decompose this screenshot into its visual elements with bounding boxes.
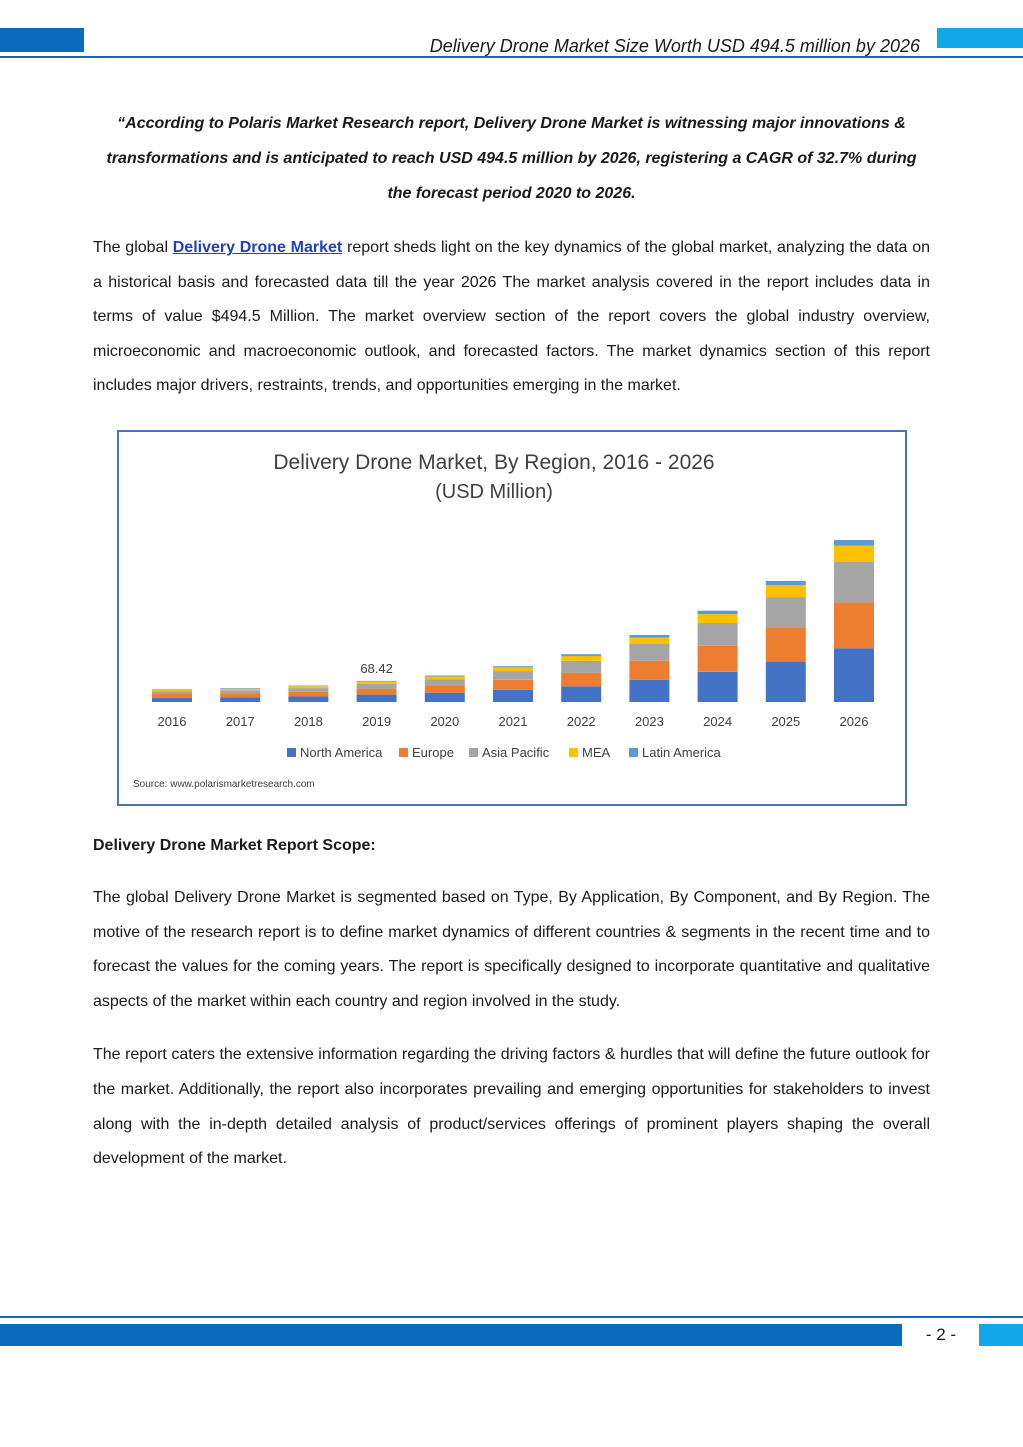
bar-segment-2026-0 (834, 648, 874, 702)
bar-segment-2023-1 (629, 661, 669, 680)
legend-swatch (399, 748, 408, 757)
bar-segment-2025-2 (766, 597, 806, 627)
legend-swatch (629, 748, 638, 757)
intro-prefix: The global (93, 239, 173, 256)
legend-swatch (469, 748, 478, 757)
chart-bars (152, 540, 874, 702)
bar-segment-2021-0 (493, 690, 533, 702)
intro-paragraph (93, 231, 930, 404)
header-rule (0, 56, 1023, 58)
bar-segment-2024-4 (698, 611, 738, 614)
bar-segment-2016-1 (152, 694, 192, 698)
delivery-drone-market-link[interactable]: Delivery Drone Market (172, 239, 343, 256)
x-tick-label: 2025 (771, 714, 801, 729)
bar-segment-2026-3 (834, 546, 874, 562)
bar-segment-2017-1 (220, 693, 260, 697)
chart-legend (287, 745, 722, 760)
bar-segment-2022-0 (561, 686, 601, 702)
bar-segment-2026-1 (834, 603, 874, 649)
bar-segment-2016-3 (152, 690, 192, 691)
bar-segment-2020-0 (425, 693, 465, 702)
x-tick-label: 2022 (566, 714, 596, 729)
header-accent-right (937, 28, 1023, 48)
bar-segment-2024-3 (698, 614, 738, 623)
x-tick-label: 2026 (839, 714, 869, 729)
bar-segment-2025-3 (766, 585, 806, 597)
chart-x-labels (158, 714, 869, 729)
bar-segment-2019-2 (357, 684, 397, 689)
scope-paragraph-1: The global Delivery Drone Market is segmented based on Type, By Application, By Component, and By Region. The motive of the research report is to define market dynamics of different countries & segments in the recent time and to forecast the values for the coming years. The report is specifically designed to incorporate quantitative and qualitative aspects of the market within each country and region involved in the study. (93, 889, 930, 1010)
chart-source: Source: www.polarismarketresearch.com (133, 779, 315, 790)
footer-rule (0, 1316, 1023, 1318)
document-body (93, 106, 930, 423)
legend-swatch (569, 748, 578, 757)
bar-segment-2019-3 (357, 682, 397, 684)
bar-segment-2021-4 (493, 666, 533, 667)
bar-segment-2020-3 (425, 676, 465, 679)
bar-segment-2023-3 (629, 638, 669, 645)
header-accent-left (0, 28, 84, 52)
x-tick-label: 2024 (703, 714, 733, 729)
bar-segment-2017-2 (220, 690, 260, 693)
page-number: - 2 - (925, 1325, 957, 1344)
bar-segment-2019-0 (357, 695, 397, 702)
bar-segment-2017-3 (220, 689, 260, 691)
bar-segment-2018-1 (288, 692, 328, 697)
bar-segment-2026-2 (834, 562, 874, 603)
bar-segment-2022-4 (561, 654, 601, 656)
x-tick-label: 2016 (157, 714, 187, 729)
bar-segment-2018-4 (288, 686, 328, 687)
x-tick-label: 2021 (498, 714, 528, 729)
x-tick-label: 2020 (430, 714, 460, 729)
legend-label: MEA (582, 745, 611, 760)
bar-segment-2018-3 (288, 686, 328, 688)
scope-heading: Delivery Drone Market Report Scope: (93, 837, 376, 854)
lead-quote: “According to Polaris Market Research report, Delivery Drone Market is witnessing major innovations & transformations and is anticipated to reach USD 494.5 million by 2026, registering a CAGR of 32.7% during the forecast period 2020 to 2026. (106, 115, 917, 202)
chart-subtitle: (USD Million) (435, 481, 553, 503)
intro-rest: report sheds light on the key dynamics of the global market, analyzing the data on a historical basis and forecasted data till the year 2026 The market analysis covered in the report includes data in terms of value $494.5 Million. The market overview section of the report covers the global industry overview, microeconomic and macroeconomic outlook, and forecasted factors. The market dynamics section of this report includes major drivers, restraints, trends, and opportunities emerging in the market. (93, 239, 930, 395)
bar-segment-2018-2 (288, 688, 328, 692)
legend-label: Latin America (642, 745, 721, 760)
bar-segment-2024-1 (698, 646, 738, 672)
bar-segment-2017-0 (220, 697, 260, 702)
x-tick-label: 2023 (634, 714, 664, 729)
bar-segment-2017-4 (220, 688, 260, 689)
chart-annotations (360, 661, 393, 676)
bar-segment-2022-3 (561, 656, 601, 661)
bar-segment-2023-2 (629, 644, 669, 661)
legend-label: Europe (412, 745, 454, 760)
bar-segment-2023-4 (629, 635, 669, 638)
legend-swatch (287, 748, 296, 757)
footer-accent-left (0, 1324, 902, 1346)
bar-segment-2021-1 (493, 680, 533, 690)
scope-section (93, 834, 930, 1196)
bar-segment-2025-0 (766, 662, 806, 702)
x-tick-label: 2019 (362, 714, 392, 729)
bar-segment-2019-4 (357, 681, 397, 682)
bar-segment-2026-4 (834, 540, 874, 546)
bar-segment-2021-2 (493, 671, 533, 680)
bar-segment-2024-0 (698, 672, 738, 702)
x-tick-label: 2018 (293, 714, 323, 729)
bar-segment-2022-1 (561, 673, 601, 687)
bar-segment-2022-2 (561, 661, 601, 673)
legend-label: Asia Pacific (482, 745, 550, 760)
bar-segment-2016-2 (152, 691, 192, 694)
bar-segment-2021-3 (493, 667, 533, 671)
footer-accent-right (979, 1324, 1023, 1346)
bar-segment-2023-0 (629, 680, 669, 702)
data-label: 68.42 (360, 660, 393, 676)
bar-segment-2019-1 (357, 689, 397, 695)
bar-segment-2020-1 (425, 685, 465, 692)
bar-segment-2020-2 (425, 679, 465, 685)
chart-title: Delivery Drone Market, By Region, 2016 - 2026 (273, 451, 715, 474)
bar-segment-2016-4 (152, 689, 192, 690)
region-chart-svg (119, 432, 905, 804)
bar-segment-2024-2 (698, 623, 738, 646)
scope-paragraph-2: The report caters the extensive information regarding the driving factors & hurdles that will define the future outlook for the market. Additionally, the report also incorporates prevailing and emerging opportunities for stakeholders to invest along with the in-depth detailed analysis of product/services offerings of prominent players shaping the overall development of the market. (93, 1046, 930, 1168)
bar-segment-2025-1 (766, 627, 806, 661)
bar-segment-2016-0 (152, 698, 192, 702)
header-title: Delivery Drone Market Size Worth USD 494.5 million by 2026 (429, 36, 920, 56)
bar-segment-2018-0 (288, 696, 328, 702)
region-chart (117, 430, 907, 806)
bar-segment-2020-4 (425, 676, 465, 677)
legend-label: North America (300, 745, 383, 760)
bar-segment-2025-4 (766, 581, 806, 585)
x-tick-label: 2017 (225, 714, 255, 729)
